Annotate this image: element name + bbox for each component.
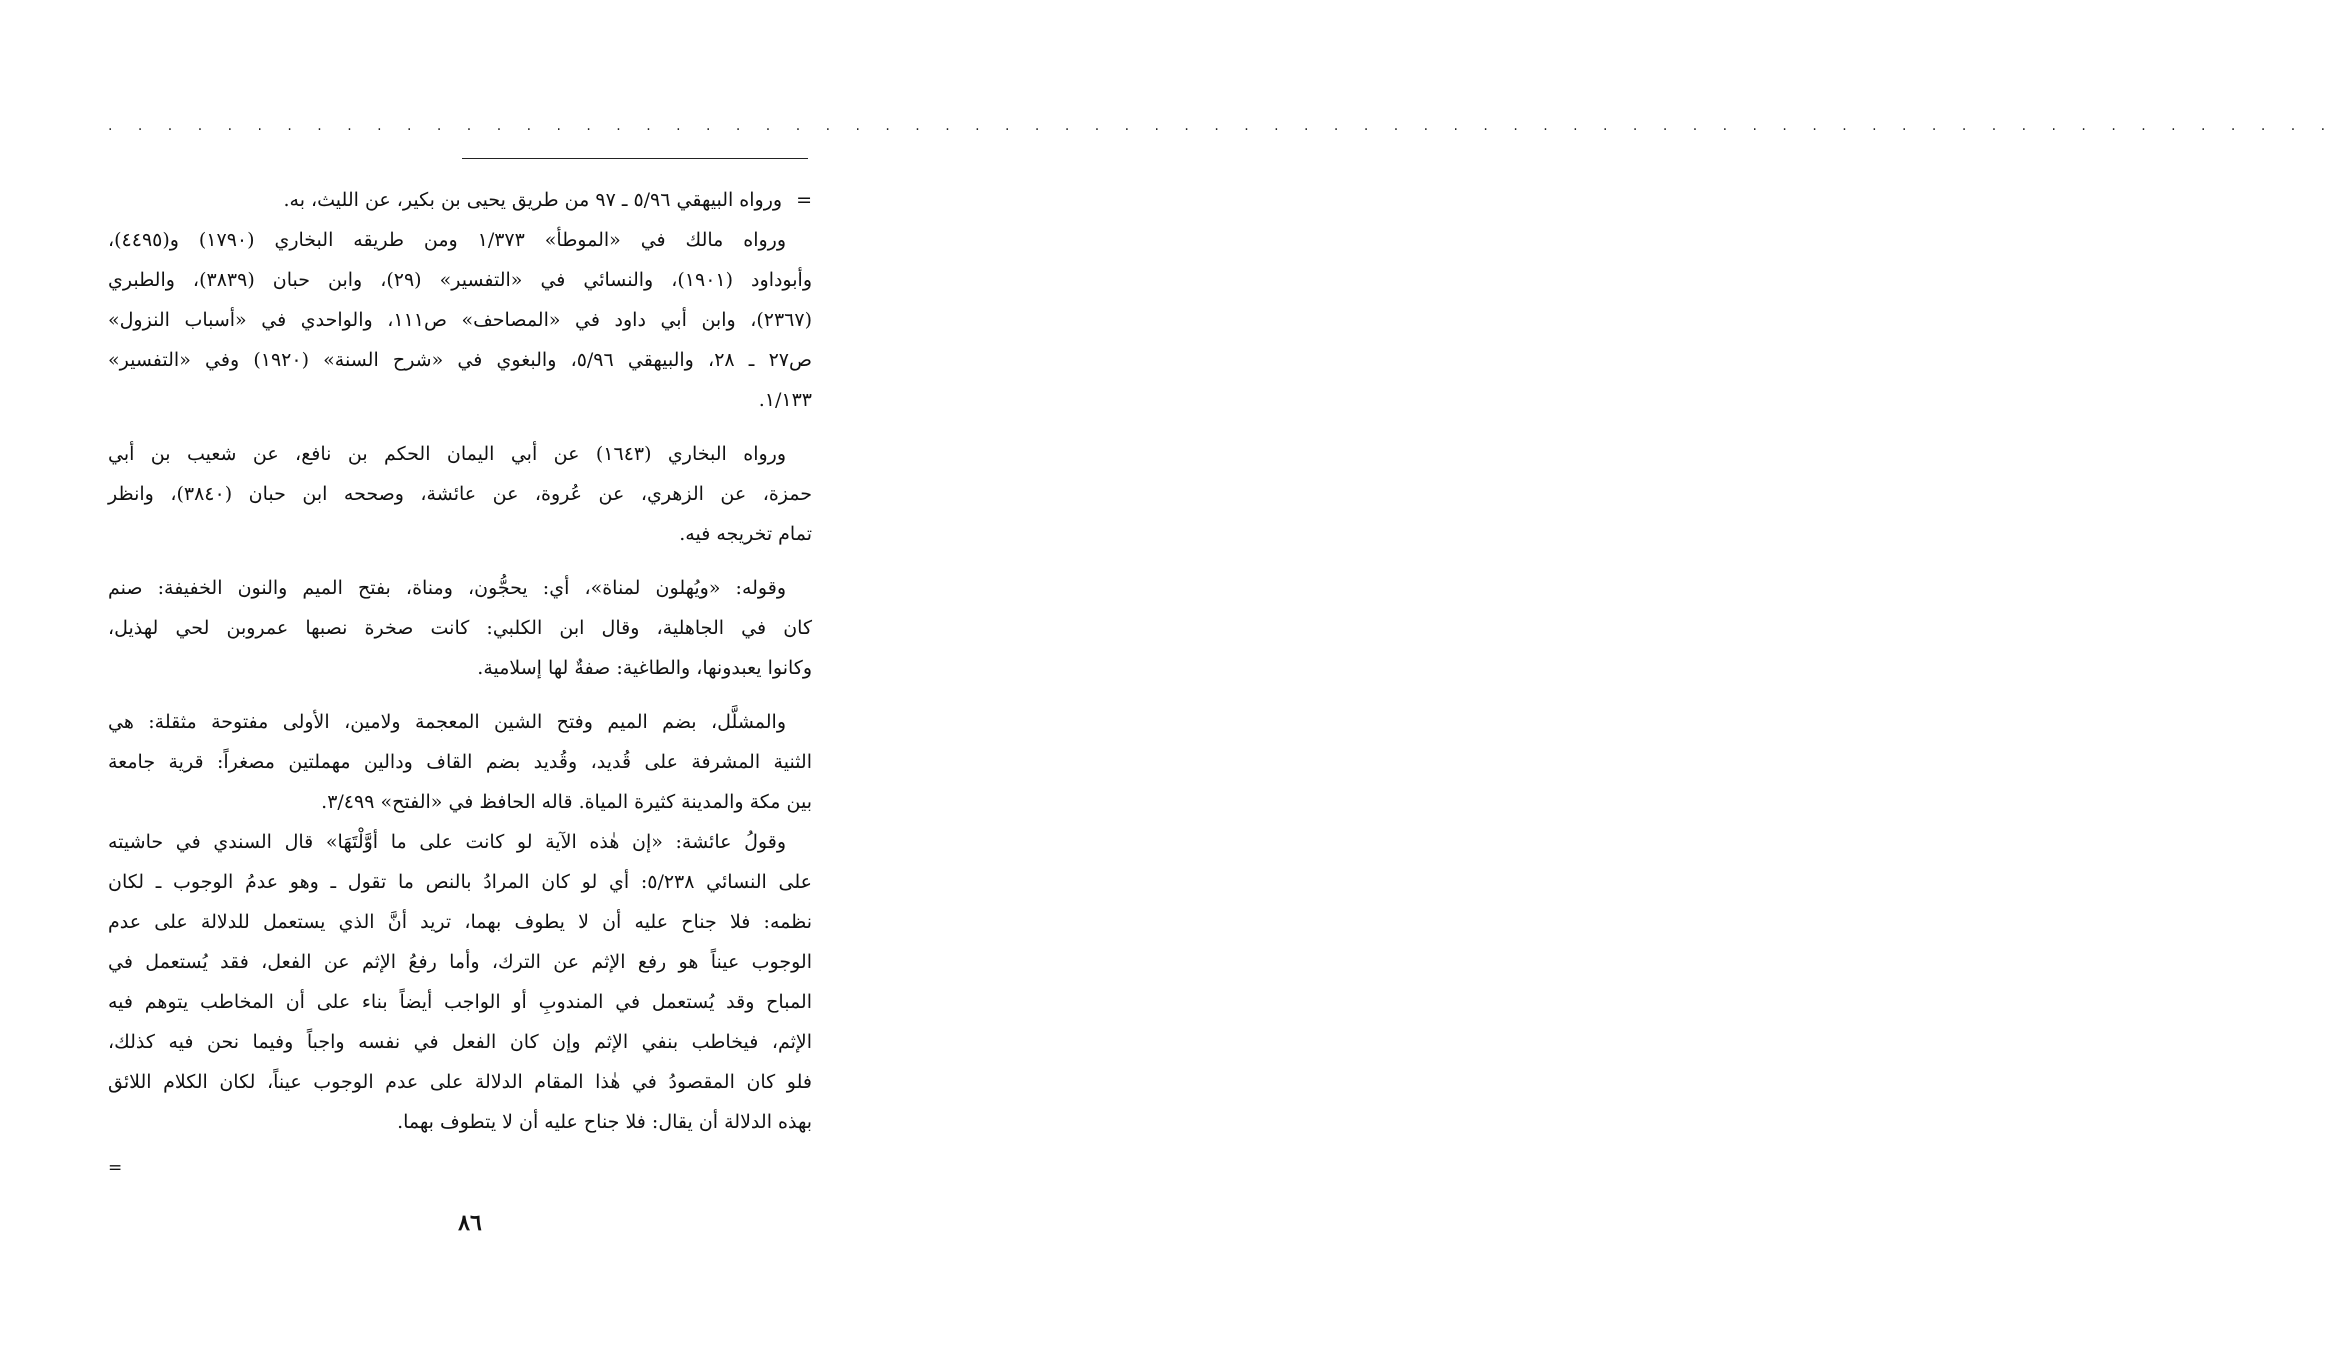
- text-line: المباح وقد يُستعمل في المندوبِ أو الواجب أيضاً بناء على أن المخاطب يتوهم فيه: [108, 991, 812, 1013]
- top-dotted-separator: . . . . . . . . . . . . . . . . . . . . . . . . . . . . . . . . . . . . . . . . . . . . . . . . . . . . . . . . . . . . . . . . . . . . . . . . . . .: [108, 118, 2336, 134]
- footnote-paragraph: [108, 180, 812, 220]
- text-line: الثنية المشرفة على قُديد، وقُديد بضم القاف ودالين مهملتين مصغراً: قرية جامعة: [108, 751, 812, 773]
- text-line: والمشلَّل، بضم الميم وفتح الشين المعجمة ولامين، الأولى مفتوحة مثقلة: هي: [108, 711, 786, 733]
- text-line: وقولُ عائشة: «إن هٰذه الآية لو كانت على ما أوَّلْتَهَا» قال السندي في حاشيته: [108, 831, 786, 853]
- footnote-paragraph: [108, 434, 812, 554]
- footnotes-block: [108, 180, 812, 1142]
- text-line: ورواه مالك في «الموطأ» ١/٣٧٣ ومن طريقه البخاري (١٧٩٠) و(٤٤٩٥)،: [108, 229, 786, 251]
- continuation-mark: =: [796, 189, 812, 211]
- continuation-mark-end: =: [108, 1158, 123, 1178]
- text-line: ورواه البخاري (١٦٤٣) عن أبي اليمان الحكم بن نافع، عن شعيب بن أبي: [108, 443, 786, 465]
- text-line: الإثم، فيخاطب بنفي الإثم وإن كان الفعل في نفسه واجباً وفيما نحن فيه كذلك،: [108, 1031, 812, 1053]
- text-line: على النسائي ٥/٢٣٨: أي لو كان المرادُ بالنص ما تقول ـ وهو عدمُ الوجوب ـ لكان: [108, 871, 812, 893]
- text-line: بين مكة والمدينة كثيرة المياة. قاله الحافظ في «الفتح» ٣/٤٩٩.: [321, 791, 812, 813]
- page-number: ٨٦: [458, 1210, 482, 1236]
- text-line: كان في الجاهلية، وقال ابن الكلبي: كانت صخرة نصبها عمروبن لحي لهذيل،: [108, 617, 812, 639]
- text-line: وأبوداود (١٩٠١)، والنسائي في «التفسير» (٢٩)، وابن حبان (٣٨٣٩)، والطبري: [108, 269, 812, 291]
- footnote-paragraph: [108, 568, 812, 688]
- text-line: ورواه البيهقي ٥/٩٦ ـ ٩٧ من طريق يحيى بن بكير، عن الليث، به.: [283, 189, 783, 211]
- text-line: وقوله: «ويُهلون لمناة»، أي: يحجُّون، ومناة، بفتح الميم والنون الخفيفة: صنم: [108, 577, 786, 599]
- footnote-paragraph: [108, 702, 812, 822]
- footnote-rule: [462, 158, 808, 159]
- footnote-paragraph: [108, 822, 812, 1142]
- text-line: (٢٣٦٧)، وابن أبي داود في «المصاحف» ص١١١، والواحدي في «أسباب النزول»: [108, 309, 813, 331]
- text-line: بهذه الدلالة أن يقال: فلا جناح عليه أن لا يتطوف بهما.: [397, 1111, 812, 1133]
- footnote-paragraph: [108, 220, 812, 420]
- text-line: ص٢٧ ـ ٢٨، والبيهقي ٥/٩٦، والبغوي في «شرح السنة» (١٩٢٠) وفي «التفسير»: [108, 349, 812, 371]
- text-line: نظمه: فلا جناح عليه أن لا يطوف بهما، تريد أنَّ الذي يستعمل للدلالة على عدم: [108, 911, 812, 933]
- text-line: حمزة، عن الزهري، عن عُروة، عن عائشة، وصححه ابن حبان (٣٨٤٠)، وانظر: [108, 483, 812, 505]
- text-line: وكانوا يعبدونها، والطاغية: صفةٌ لها إسلامية.: [477, 657, 812, 679]
- text-line: ١/١٣٣.: [758, 389, 812, 411]
- text-line: الوجوب عيناً هو رفع الإثم عن الترك، وأما رفعُ الإثم عن الفعل، فقد يُستعمل في: [108, 951, 812, 973]
- text-line: فلو كان المقصودُ في هٰذا المقام الدلالة على عدم الوجوب عيناً، لكان الكلام اللائق: [108, 1071, 812, 1093]
- text-line: تمام تخريجه فيه.: [679, 523, 812, 545]
